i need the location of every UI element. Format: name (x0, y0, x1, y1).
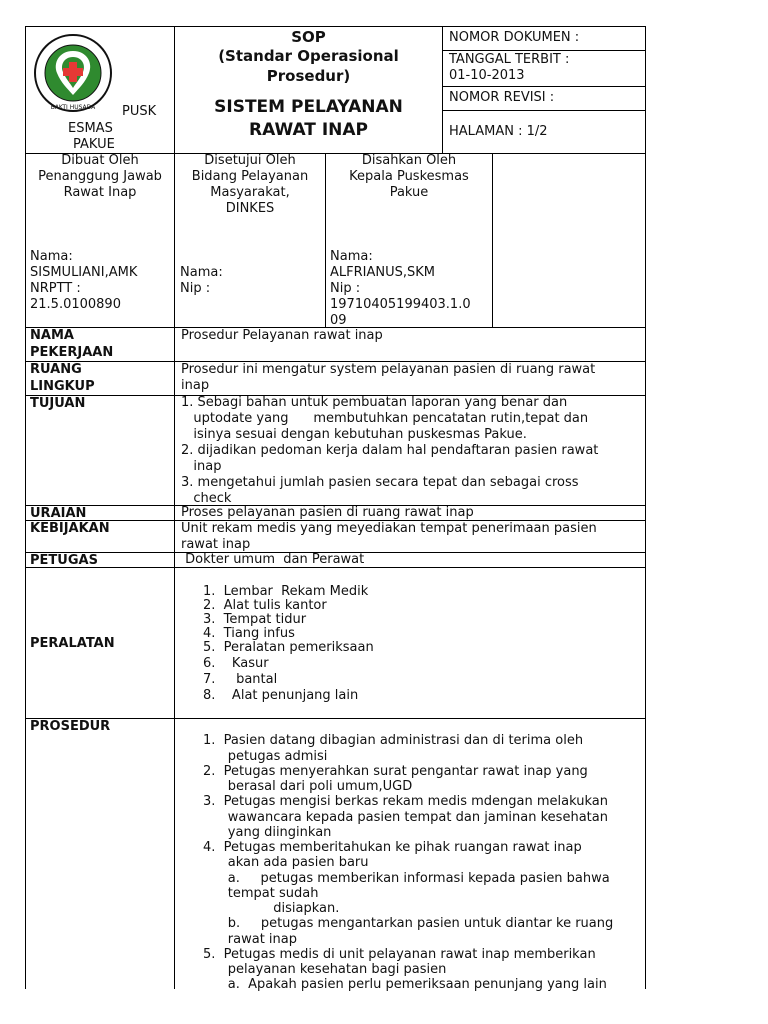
nomor-dokumen: NOMOR DOKUMEN : (449, 30, 580, 45)
prosedur-line: 3. Petugas mengisi berkas rekam medis mdengan melakukan (203, 794, 608, 809)
label-prosedur: PROSEDUR (30, 719, 111, 734)
approval-col1-name-2: SISMULIANI,AMK (30, 265, 138, 280)
peralatan-item: 4. Tiang infus (203, 626, 295, 641)
tujuan-line: 1. Sebagi bahan untuk pembuatan laporan yang benar dan (181, 395, 568, 410)
tujuan-line: 2. dijadikan pedoman kerja dalam hal pendaftaran pasien rawat (181, 443, 599, 458)
approval-col1-name-4: 21.5.0100890 (30, 297, 121, 312)
value-petugas: Dokter umum dan Perawat (181, 552, 365, 567)
doc-title-line-1: SISTEM PELAYANAN (214, 97, 403, 117)
tujuan-line: 3. mengetahui jumlah pasien secara tepat dan sebagai cross (181, 475, 579, 490)
approval-col3-name-2: ALFRIANUS,SKM (330, 265, 435, 280)
bakti-husada-logo (33, 33, 113, 113)
approval-col3-title-3: Pakue (389, 185, 429, 200)
tanggal-terbit-value: 01-10-2013 (449, 68, 525, 83)
logo-text: BAKTI HUSADA (50, 104, 96, 111)
label-tujuan: TUJUAN (30, 396, 86, 411)
approval-col2-title-2: Bidang Pelayanan (191, 169, 309, 184)
label-kebijakan: KEBIJAKAN (30, 521, 110, 536)
approval-col2-title-3: Masyarakat, (210, 185, 290, 200)
prosedur-line: rawat inap (203, 932, 298, 947)
peralatan-item: 5. Peralatan pemeriksaan (203, 640, 374, 655)
row-line-8 (25, 718, 646, 719)
approval-col3-name-1: Nama: (330, 249, 373, 264)
label-ruang-lingkup-2: LINGKUP (30, 379, 95, 394)
approval-col3-title-2: Kepala Puskesmas (349, 169, 469, 184)
prosedur-line: disiapkan. (203, 901, 340, 916)
nomor-revisi: NOMOR REVISI : (449, 90, 555, 105)
org-name-line-2: ESMAS (68, 121, 113, 136)
label-column-divider (174, 327, 175, 989)
prosedur-line: tempat sudah (203, 886, 319, 901)
tujuan-line: inap (181, 459, 222, 474)
peralatan-item: 2. Alat tulis kantor (203, 598, 327, 613)
tanggal-terbit-label: TANGGAL TERBIT : (449, 52, 570, 67)
info-line-3 (442, 110, 646, 111)
org-name-line-1: PUSK (122, 104, 157, 119)
approval-col3-title-1: Disahkan Oleh (361, 153, 457, 168)
value-kebijakan-2: rawat inap (181, 537, 251, 552)
sop-title-line-1: SOP (291, 28, 326, 46)
peralatan-item: 3. Tempat tidur (203, 612, 307, 627)
prosedur-line: 4. Petugas memberitahukan ke pihak ruangan rawat inap (203, 840, 582, 855)
prosedur-line: a. petugas memberikan informasi kepada pasien bahwa (203, 871, 610, 886)
prosedur-line: berasal dari poli umum,UGD (203, 779, 413, 794)
peralatan-item: 1. Lembar Rekam Medik (203, 584, 369, 599)
value-uraian: Proses pelayanan pasien di ruang rawat inap (181, 505, 474, 520)
approval-col2-name-2: Nip : (180, 281, 211, 296)
value-nama-pekerjaan: Prosedur Pelayanan rawat inap (181, 328, 383, 343)
approval-col3-name-3: Nip : (330, 281, 361, 296)
prosedur-line: wawancara kepada pasien tempat dan jaminan kesehatan (203, 810, 608, 825)
peralatan-item: 8. Alat penunjang lain (203, 688, 359, 703)
prosedur-line: akan ada pasien baru (203, 855, 369, 870)
peralatan-item: 6. Kasur (203, 656, 269, 671)
sop-title-line-2: (Standar Operasional (218, 47, 399, 65)
prosedur-line: pelayanan kesehatan bagi pasien (203, 962, 447, 977)
peralatan-item: 7. bantal (203, 672, 278, 687)
approval-col2-title-1: Disetujui Oleh (204, 153, 296, 168)
table-border-right (645, 26, 646, 989)
org-name-line-3: PAKUE (73, 137, 115, 152)
tujuan-line: check (181, 491, 232, 506)
prosedur-line: 2. Petugas menyerahkan surat pengantar rawat inap yang (203, 764, 588, 779)
header-divider-2 (442, 26, 443, 153)
tujuan-line: isinya sesuai dengan kebutuhan puskesmas Pakue. (181, 427, 527, 442)
value-ruang-lingkup-2: inap (181, 378, 210, 393)
info-line-1 (442, 50, 646, 51)
approval-col1-title-2: Penanggung Jawab (38, 169, 162, 184)
label-nama-pekerjaan-1: NAMA (30, 328, 74, 343)
label-uraian: URAIAN (30, 506, 87, 521)
prosedur-line: 5. Petugas medis di unit pelayanan rawat inap memberikan (203, 947, 596, 962)
prosedur-line: b. petugas mengantarkan pasien untuk diantar ke ruang (203, 916, 614, 931)
approval-col2-name-1: Nama: (180, 265, 223, 280)
doc-title-line-2: RAWAT INAP (249, 120, 368, 140)
approval-col3-name-4: 19710405199403.1.0 (330, 297, 471, 312)
value-kebijakan-1: Unit rekam medis yang meyediakan tempat penerimaan pasien (181, 521, 597, 536)
prosedur-line: petugas admisi (203, 749, 328, 764)
approval-col3-name-5: 09 (330, 313, 347, 328)
approval-col1-name-3: NRPTT : (30, 281, 81, 296)
approval-col2-title-4: DINKES (225, 201, 275, 216)
approval-col1-title-3: Rawat Inap (63, 185, 137, 200)
tujuan-line: uptodate yang membutuhkan pencatatan rutin,tepat dan (181, 411, 589, 426)
label-nama-pekerjaan-2: PEKERJAAN (30, 345, 114, 360)
value-ruang-lingkup-1: Prosedur ini mengatur system pelayanan pasien di ruang rawat (181, 362, 596, 377)
prosedur-line: yang diinginkan (203, 825, 332, 840)
label-petugas: PETUGAS (30, 553, 98, 568)
halaman: HALAMAN : 1/2 (449, 124, 548, 139)
label-ruang-lingkup-1: RUANG (30, 362, 82, 377)
info-line-2 (442, 86, 646, 87)
approval-col1-name-1: Nama: (30, 249, 73, 264)
approval-divider-3 (492, 153, 493, 327)
approval-col1-title-1: Dibuat Oleh (61, 153, 139, 168)
prosedur-line: a. Apakah pasien perlu pemeriksaan penunjang yang lain (203, 977, 607, 992)
label-peralatan: PERALATAN (30, 636, 115, 651)
sop-title-line-3: Prosedur) (266, 67, 351, 85)
prosedur-line: 1. Pasien datang dibagian administrasi dan di terima oleh (203, 733, 584, 748)
